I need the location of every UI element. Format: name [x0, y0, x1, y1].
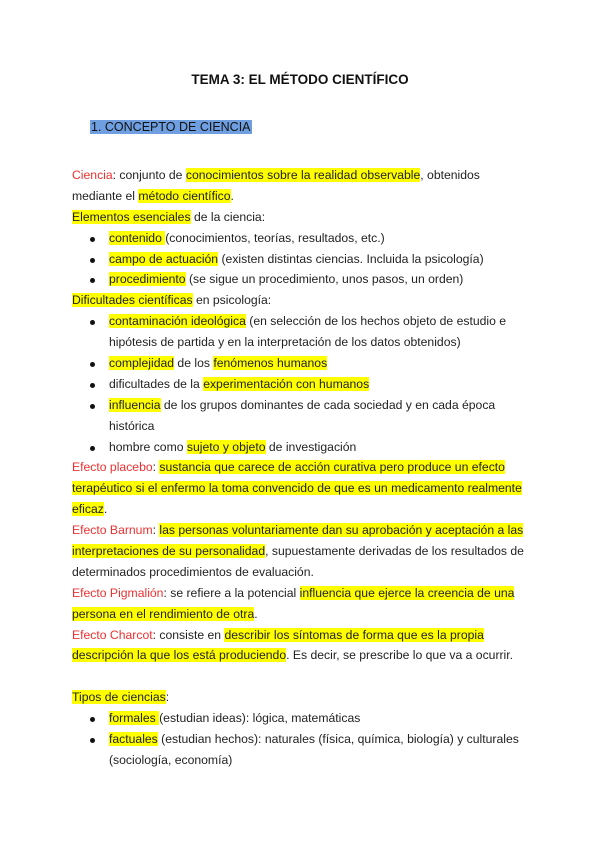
text: de los grupos dominantes de cada sociedad y en cada época: [160, 397, 496, 412]
text: (conocimientos, teorías, resultados, etc.): [165, 230, 385, 245]
highlighted-text: conocimientos sobre la realidad observable: [185, 168, 421, 182]
text: (estudian hechos): naturales (física, química, biología) y culturales: [157, 732, 519, 747]
text-line: [72, 457, 532, 478]
text-line: [72, 478, 532, 499]
text: hipótesis de partida y en la interpretación de los datos obtenidos): [109, 335, 461, 350]
section-heading: 1. CONCEPTO DE CIENCIA: [91, 120, 251, 134]
term-label: Ciencia: [72, 168, 113, 182]
text-line: [72, 499, 532, 520]
highlighted-text: sujeto y objeto: [186, 439, 266, 454]
text: en psicología:: [192, 293, 272, 308]
text: : se refiere a la potencial: [163, 585, 300, 600]
highlighted-text: contaminación ideológica: [109, 314, 246, 329]
highlighted-text: persona en el rendimiento de otra: [72, 606, 255, 621]
bullet-item: [72, 353, 532, 374]
bullet-item: [72, 269, 532, 290]
highlighted-text: Elementos esenciales: [72, 209, 191, 224]
highlighted-text: terapéutico si el enfermo la toma convencido de que es un medicamento realmente: [72, 481, 522, 496]
text: (en selección de los hechos objeto de estudio e: [245, 314, 507, 329]
text: de la ciencia:: [190, 209, 266, 224]
text-line: [72, 332, 532, 353]
bullet-item: [72, 228, 532, 249]
text: (sociología, economía): [109, 752, 233, 767]
text: .: [103, 502, 108, 517]
text: hombre como: [109, 439, 187, 454]
highlighted-text: interpretaciones de su personalidad: [72, 544, 266, 559]
text-line: [72, 583, 532, 604]
bullet-item: [72, 374, 532, 395]
highlighted-text: las personas voluntariamente dan su aprobación y aceptación a las: [159, 523, 524, 538]
text-line: [72, 165, 532, 186]
text: de los: [174, 356, 214, 371]
text: :: [165, 690, 170, 705]
text-line: [72, 186, 532, 207]
term-label: Efecto Pigmalión: [72, 585, 164, 600]
highlighted-text: experimentación con humanos: [203, 376, 370, 391]
text: . Es decir, se prescribe lo que va a ocurrir.: [286, 648, 514, 663]
bullet-item: [72, 437, 532, 458]
text-line: [72, 416, 532, 437]
highlighted-text: fenómenos humanos: [213, 356, 328, 371]
highlighted-text: método científico: [138, 188, 231, 203]
text-line: [72, 625, 532, 646]
text: .: [254, 606, 258, 621]
highlighted-text: Dificultades científicas: [72, 293, 193, 308]
highlighted-text: complejidad: [109, 356, 175, 371]
highlighted-text: formales: [109, 711, 160, 726]
text: : consiste en: [152, 627, 225, 642]
document-title: TEMA 3: EL MÉTODO CIENTÍFICO: [191, 72, 409, 87]
text: de investigación: [265, 439, 357, 454]
highlighted-text: factuales: [109, 732, 158, 747]
text-line: [72, 562, 532, 583]
text: (existen distintas ciencias. Incluida la psicología): [218, 251, 484, 266]
bullet-item: [72, 395, 532, 416]
text-line: [72, 645, 532, 666]
text: .: [230, 188, 234, 203]
text: mediante el: [72, 188, 139, 203]
text-line: [72, 541, 532, 562]
highlighted-text: Tipos de ciencias: [72, 690, 166, 705]
text: (estudian ideas): lógica, matemáticas: [159, 711, 361, 726]
highlighted-text: influencia que ejerce la creencia de una: [299, 585, 515, 600]
text-line: [72, 207, 532, 228]
bullet-item: [72, 729, 532, 750]
bullet-item: [72, 708, 532, 729]
highlighted-text: sustancia que carece de acción curativa pero produce un efecto: [159, 460, 505, 475]
text-line: [72, 520, 532, 541]
text: dificultades de la: [109, 376, 204, 391]
text: :: [152, 460, 160, 475]
text-line: [72, 290, 532, 311]
bullet-item: [72, 311, 532, 332]
text: , supuestamente derivadas de los resultados de: [265, 544, 524, 559]
blank-line: [72, 666, 532, 687]
document-body: [72, 165, 532, 771]
text: , obtenidos: [420, 168, 480, 182]
text-line: [72, 750, 532, 771]
bullet-item: [72, 249, 532, 270]
highlighted-text: campo de actuación: [109, 251, 219, 266]
highlighted-text: eficaz: [72, 502, 104, 517]
highlighted-text: describir los síntomas de forma que es la propia: [224, 627, 484, 642]
term-label: Efecto Barnum: [72, 523, 153, 538]
text-line: [72, 604, 532, 625]
text: determinados procedimientos de evaluación.: [72, 564, 314, 579]
highlighted-text: influencia: [109, 397, 161, 412]
text-line: [72, 687, 532, 708]
text: histórica: [109, 418, 155, 433]
term-label: Efecto Charcot: [72, 627, 153, 642]
text: :: [152, 523, 160, 538]
text: : conjunto de: [112, 168, 186, 182]
text: (se sigue un procedimiento, unos pasos, un orden): [185, 272, 464, 287]
term-label: Efecto placebo: [72, 460, 153, 475]
highlighted-text: descripción la que los está produciendo: [72, 648, 287, 663]
highlighted-text: contenido: [109, 230, 166, 245]
highlighted-text: procedimiento: [109, 272, 186, 287]
